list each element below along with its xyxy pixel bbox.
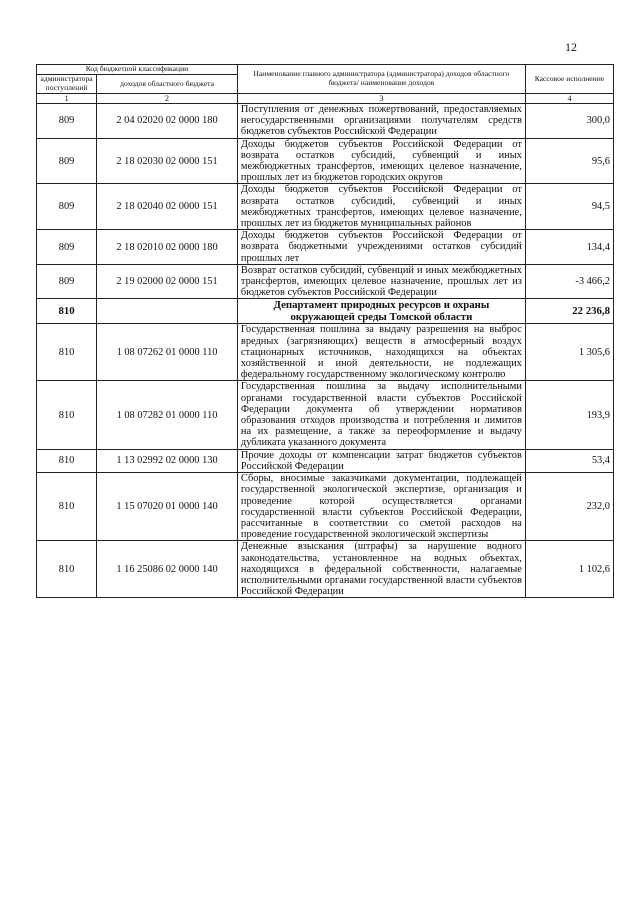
table-row	[37, 138, 614, 184]
column-number: 3	[237, 94, 525, 104]
budget-table	[36, 64, 614, 598]
column-number: 1	[37, 94, 97, 104]
income-name: Доходы бюджетов субъектов Российской Федерации от возврата остатков субсидий, субвенций и иных межбюджетных трансфертов, имеющих целевое назначение, прошлых лет из бюджетов городских округов	[237, 138, 525, 184]
amount: -3 466,2	[525, 264, 613, 299]
income-name: Доходы бюджетов субъектов Российской Федерации от возврата бюджетными учреждениями остатков субсидий прошлых лет	[237, 230, 525, 265]
table-header	[37, 65, 614, 104]
income-code	[97, 299, 238, 324]
admin-code: 810	[37, 299, 97, 324]
table-row	[37, 324, 614, 381]
income-name: Возврат остатков субсидий, субвенций и иных межбюджетных трансфертов, имеющих целевое назначение, прошлых лет из бюджетов субъектов Российской Федерации	[237, 264, 525, 299]
amount: 193,9	[525, 381, 613, 449]
income-name: Поступления от денежных пожертвований, предоставляемых негосударственными организациями получателям средств бюджетов субъектов Российской Федерации	[237, 104, 525, 139]
admin-code: 809	[37, 230, 97, 265]
header-amount: Кассовое исполнение	[525, 65, 613, 94]
amount: 95,6	[525, 138, 613, 184]
header-budget-classification: Код бюджетной классификации	[37, 65, 238, 75]
amount: 94,5	[525, 184, 613, 230]
amount: 232,0	[525, 473, 613, 541]
admin-code: 810	[37, 449, 97, 472]
table-row	[37, 264, 614, 299]
income-code: 2 19 02000 02 0000 151	[97, 264, 238, 299]
admin-code: 810	[37, 381, 97, 449]
column-number: 4	[525, 94, 613, 104]
amount: 134,4	[525, 230, 613, 265]
amount: 1 102,6	[525, 541, 613, 598]
admin-code: 809	[37, 264, 97, 299]
income-name: Сборы, вносимые заказчиками документации, подлежащей государственной экологической экспертизе, организация и проведение которой осуществляется органами государственной власти субъектов Российской Федерации, рассчитанные в соответствии со сметой расходов на проведение государственной экологической экспертизы	[237, 473, 525, 541]
income-name: Прочие доходы от компенсации затрат бюджетов субъектов Российской Федерации	[237, 449, 525, 472]
amount: 53,4	[525, 449, 613, 472]
column-number: 2	[97, 94, 238, 104]
amount: 1 305,6	[525, 324, 613, 381]
table-row	[37, 449, 614, 472]
income-name: Доходы бюджетов субъектов Российской Федерации от возврата остатков субсидий, субвенций и иных межбюджетных трансфертов, имеющих целевое назначение, прошлых лет из бюджетов муниципальных районов	[237, 184, 525, 230]
income-code: 1 15 07020 01 0000 140	[97, 473, 238, 541]
income-code: 2 18 02030 02 0000 151	[97, 138, 238, 184]
amount: 300,0	[525, 104, 613, 139]
department-row	[37, 299, 614, 324]
income-code: 1 08 07262 01 0000 110	[97, 324, 238, 381]
income-name: Денежные взыскания (штрафы) за нарушение водного законодательства, установленное на водных объектах, находящихся в федеральной собственности, налагаемые исполнительными органами государственной власти субъектов Российской Федерации	[237, 541, 525, 598]
income-code: 1 13 02992 02 0000 130	[97, 449, 238, 472]
table-row	[37, 184, 614, 230]
table-body	[37, 104, 614, 598]
income-name: Государственная пошлина за выдачу исполнительными органами государственной власти субъектов Российской Федерации документа об утверждении нормативов образования отходов производства и потребления и лимитов на их размещение, а также за переоформление и выдачу дубликата указанного документа	[237, 381, 525, 449]
table-row	[37, 381, 614, 449]
admin-code: 810	[37, 324, 97, 381]
income-code: 1 16 25086 02 0000 140	[97, 541, 238, 598]
table-row	[37, 230, 614, 265]
admin-code: 810	[37, 541, 97, 598]
page-number: 12	[565, 40, 577, 54]
income-name: Государственная пошлина за выдачу разрешения на выброс вредных (загрязняющих) веществ в атмосферный воздух стационарных источников, находящихся на объектах хозяйственной и иной деятельности, не подлежащих федеральному государственному экологическому контролю	[237, 324, 525, 381]
admin-code: 809	[37, 138, 97, 184]
header-admin: администратора поступлений	[37, 75, 97, 94]
table-row	[37, 541, 614, 598]
admin-code: 809	[37, 104, 97, 139]
header-income-code: доходов областного бюджета	[97, 75, 238, 94]
table-row	[37, 473, 614, 541]
department-total: 22 236,8	[525, 299, 613, 324]
table-row	[37, 104, 614, 139]
income-code: 2 18 02010 02 0000 180	[97, 230, 238, 265]
income-code: 1 08 07282 01 0000 110	[97, 381, 238, 449]
header-name: Наименование главного администратора (администратора) доходов областного бюджета/ наименование доходов	[237, 65, 525, 94]
admin-code: 810	[37, 473, 97, 541]
department-name: Департамент природных ресурсов и охраны окружающей среды Томской области	[237, 299, 525, 324]
admin-code: 809	[37, 184, 97, 230]
income-code: 2 04 02020 02 0000 180	[97, 104, 238, 139]
income-code: 2 18 02040 02 0000 151	[97, 184, 238, 230]
